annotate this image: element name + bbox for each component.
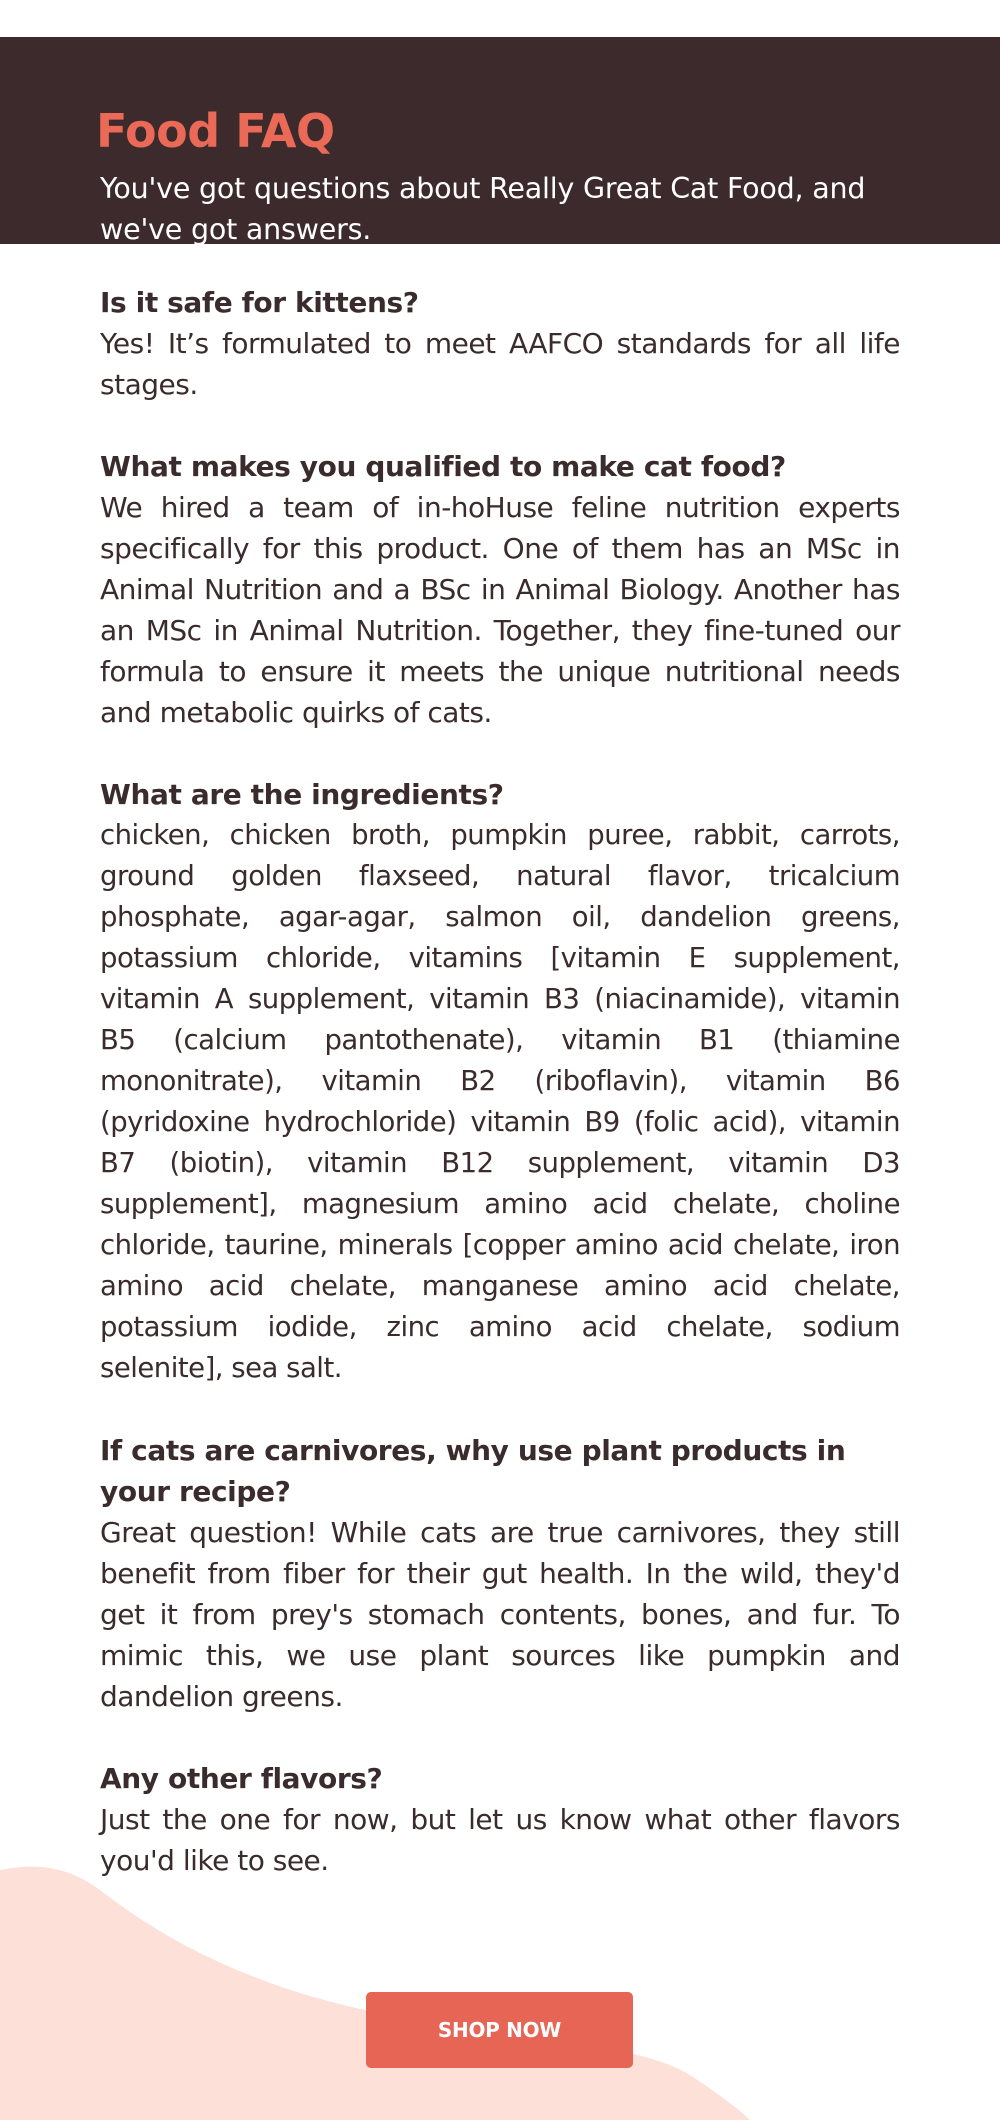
faq-item-ingredients: [100, 774, 900, 1389]
faq-question: If cats are carnivores, why use plant products in your recipe?: [100, 1434, 846, 1508]
faq-question: Any other flavors?: [100, 1762, 383, 1795]
faq-answer: Just the one for now, but let us know what other flavors you'd like to see.: [100, 1803, 900, 1877]
faq-item-kittens: [100, 282, 900, 405]
faq-question: Is it safe for kittens?: [100, 286, 419, 319]
faq-answer: chicken, chicken broth, pumpkin puree, rabbit, carrots, ground golden flaxseed, natural flavor, tricalcium phosphate, agar-agar, salmon oil, dandelion greens, potassium chloride, vitamins [vitamin E supplement, vitamin A supplement, vitamin B3 (niacinamide), vitamin B5 (calcium pantothenate), vitamin B1 (thiamine mononitrate), vitamin B2 (riboflavin), vitamin B6 (pyridoxine hydrochloride) vitamin B9 (folic acid), vitamin B7 (biotin), vitamin B12 supplement, vitamin D3 supplement], magnesium amino acid chelate, choline chloride, taurine, minerals [copper amino acid chelate, iron amino acid chelate, manganese amino acid chelate, potassium iodide, zinc amino acid chelate, sodium selenite], sea salt.: [100, 819, 900, 1384]
page-subtitle: You've got questions about Really Great Cat Food, and we've got answers.: [100, 172, 866, 246]
page-title: Food FAQ: [96, 104, 335, 158]
faq-item-plant-products: [100, 1430, 900, 1717]
faq-list: [100, 282, 900, 1922]
faq-question: What are the ingredients?: [100, 778, 504, 811]
faq-header: [0, 37, 1000, 244]
faq-question: What makes you qualified to make cat food?: [100, 450, 786, 483]
faq-answer: Great question! While cats are true carnivores, they still benefit from fiber for their gut health. In the wild, they'd get it from prey's stomach contents, bones, and fur. To mimic this, we use plant sources like pumpkin and dandelion greens.: [100, 1516, 900, 1713]
faq-item-flavors: [100, 1758, 900, 1881]
faq-answer: We hired a team of in-hoHuse feline nutrition experts specifically for this product. One of them has an MSc in Animal Nutrition and a BSc in Animal Biology. Another has an MSc in Animal Nutrition. Together, they fine-tuned our formula to ensure it meets the unique nutritional needs and metabolic quirks of cats.: [100, 491, 900, 729]
faq-item-qualifications: [100, 446, 900, 733]
shop-now-button[interactable]: SHOP NOW: [366, 1992, 633, 2068]
faq-answer: Yes! It’s formulated to meet AAFCO standards for all life stages.: [100, 327, 900, 401]
